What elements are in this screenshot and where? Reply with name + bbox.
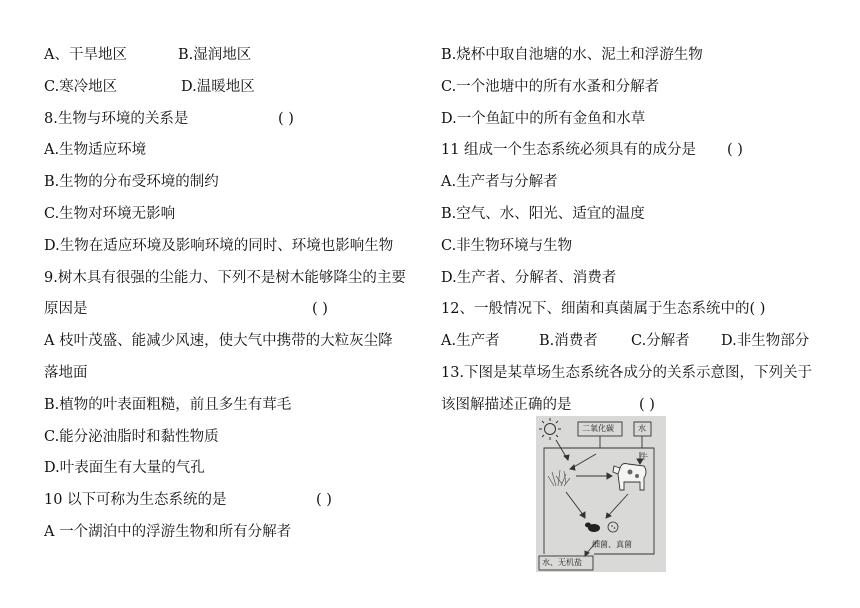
q8-option-a[interactable]: A.生物适应环境 [44, 142, 147, 159]
q7-options-row-2 [44, 72, 424, 104]
q10-option-a[interactable]: A 一个湖泊中的浮游生物和所有分解者 [44, 523, 292, 540]
q10-answer-blank[interactable]: ( ) [316, 492, 332, 509]
q7-option-b[interactable]: B.湿润地区 [178, 47, 252, 63]
cow-icon [613, 464, 646, 491]
q12-option-d[interactable]: D.非生物部分 [721, 333, 810, 350]
q8-answer-blank[interactable]: ( ) [278, 110, 294, 127]
q7-option-d[interactable]: D.温暖地区 [181, 78, 255, 95]
q9-option-b[interactable]: B.植物的叶表面粗糙，前且多生有茸毛 [44, 396, 292, 413]
q12-option-b[interactable]: B.消费者 [539, 333, 598, 350]
q13-stem-line-2: 该图解描述正确的是 [441, 396, 572, 413]
q10-option-b[interactable]: B.烧杯中取自池塘的水、泥土和浮游生物 [441, 47, 703, 63]
q7-option-a[interactable]: A、干旱地区 [44, 47, 127, 63]
grass-icon [548, 470, 570, 486]
q8-stem: 8.生物与环境的关系是 [44, 110, 189, 127]
sun-icon [539, 418, 561, 440]
q11-option-b[interactable]: B.空气、水、阳光、适宜的温度 [441, 205, 645, 222]
q10-option-d[interactable]: D.一个鱼缸中的所有金鱼和水草 [441, 110, 646, 127]
decomposer-icon [585, 522, 618, 532]
q10-option-c[interactable]: C.一个池塘中的所有水蚤和分解者 [441, 78, 660, 95]
q10-stem-row [44, 485, 424, 517]
left-column [44, 40, 424, 549]
q11-stem: 11 组成一个生态系统必须具有的成分是 [441, 142, 697, 159]
q12-option-a[interactable]: A.生产者 [441, 333, 500, 350]
q10-stem: 10 以下可称为生态系统的是 [44, 492, 227, 509]
q9-stem-row-2 [44, 294, 424, 326]
co2-label: 二氧化碳 [582, 424, 614, 433]
q11-stem-row [441, 135, 841, 167]
q11-answer-blank[interactable]: ( ) [727, 142, 743, 159]
right-column [441, 40, 841, 422]
q13-answer-blank[interactable]: ( ) [639, 396, 655, 413]
q12-options-row [441, 326, 841, 358]
q8-option-c[interactable]: C.生物对环境无影响 [44, 205, 176, 222]
q9-option-a-line-1[interactable]: A 枝叶茂盛、能减少风速，使大气中携带的大粒灰尘降 [44, 333, 393, 350]
ecosystem-diagram [536, 416, 666, 572]
q8-stem-row [44, 104, 424, 136]
q7-options-row-1 [44, 40, 424, 72]
q12-option-c[interactable]: C.分解者 [631, 333, 690, 350]
q9-stem-line-1: 9.树木具有很强的尘能力、下列不是树木能够降尘的主要 [44, 269, 406, 286]
q9-option-a-line-2[interactable]: 落地面 [44, 364, 88, 381]
q9-option-c[interactable]: C.能分泌油脂时和黏性物质 [44, 428, 219, 445]
q12-stem: 12、一般情况下、细菌和真菌属于生态系统中的( ) [441, 301, 766, 318]
q13-stem-line-1: 13.下图是某草场生态系统各成分的关系示意图，下列关于 [441, 364, 813, 381]
ecosystem-frame [544, 448, 654, 554]
q7-option-c[interactable]: C.寒冷地区 [44, 78, 118, 95]
q8-option-d[interactable]: D.生物在适应环境及影响环境的同时、环境也影响生物 [44, 237, 394, 254]
q9-option-d[interactable]: D.叶表面生有大量的气孔 [44, 460, 205, 477]
q11-option-a[interactable]: A.生产者与分解者 [441, 174, 558, 191]
decomposers-label: 细菌、真菌 [592, 540, 632, 549]
energy-flow-arrows [556, 440, 643, 556]
q8-option-b[interactable]: B.生物的分布受环境的制约 [44, 174, 219, 191]
water-label: 水 [638, 424, 646, 433]
q9-stem-line-2: 原因是 [44, 301, 88, 318]
q9-answer-blank[interactable]: ( ) [312, 301, 328, 318]
cow-label: 牛 [640, 452, 648, 461]
q11-option-c[interactable]: C.非生物环境与生物 [441, 237, 573, 254]
q11-option-d[interactable]: D.生产者、分解者、消费者 [441, 269, 617, 286]
minerals-label: 水、无机盐 [542, 558, 582, 567]
